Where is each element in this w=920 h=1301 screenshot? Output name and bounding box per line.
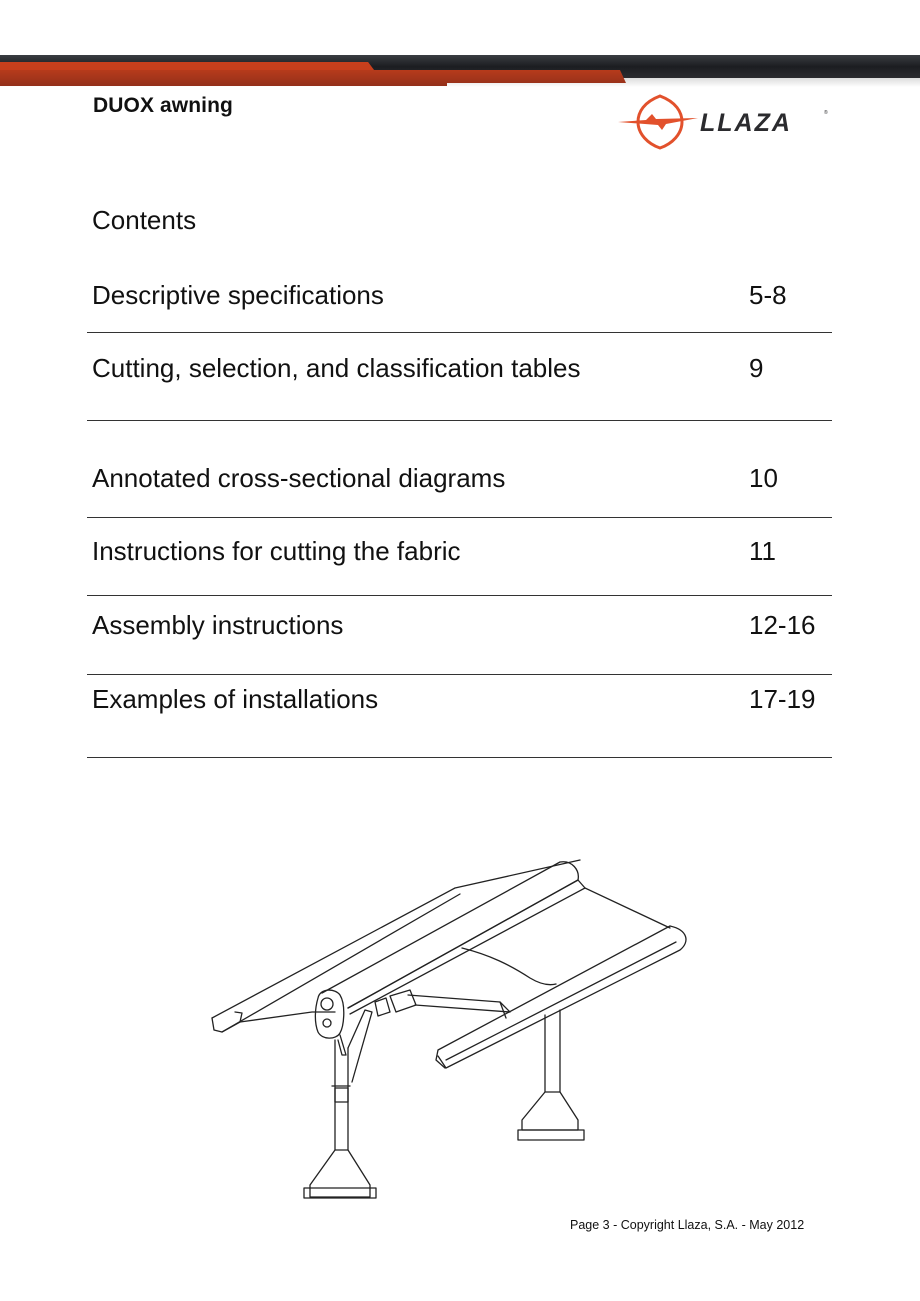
logo-wordmark: LLAZA [700, 109, 792, 137]
contents-heading: Contents [92, 205, 197, 235]
toc-entry-pages: 17-19 [749, 684, 816, 714]
divider [87, 517, 832, 518]
llaza-logo [616, 92, 832, 152]
divider [87, 595, 832, 596]
divider [87, 757, 832, 758]
divider [87, 674, 832, 675]
awning-illustration [200, 850, 700, 1220]
toc-entry-pages: 9 [749, 353, 764, 383]
svg-text:®: ® [824, 110, 828, 116]
toc-entry-pages: 11 [749, 536, 776, 566]
toc-entry-label: Instructions for cutting the fabric [92, 536, 461, 566]
document-title: DUOX awning [93, 94, 233, 117]
header-stripe-bar [0, 0, 920, 100]
page-footer: Page 3 - Copyright Llaza, S.A. - May 2012 [570, 1218, 805, 1232]
divider [87, 332, 832, 333]
toc-entry-pages: 5-8 [749, 280, 787, 310]
toc-entry-label: Examples of installations [92, 684, 379, 714]
toc-entry-label: Annotated cross-sectional diagrams [92, 463, 506, 493]
toc-entry-label: Assembly instructions [92, 610, 344, 640]
toc-entry-pages: 10 [749, 463, 778, 493]
divider [87, 420, 832, 421]
logo-emblem-icon [618, 96, 698, 148]
toc-entry-pages: 12-16 [749, 610, 816, 640]
toc-entry-label: Descriptive specifications [92, 280, 384, 310]
toc-entry-label: Cutting, selection, and classification tables [92, 353, 581, 383]
